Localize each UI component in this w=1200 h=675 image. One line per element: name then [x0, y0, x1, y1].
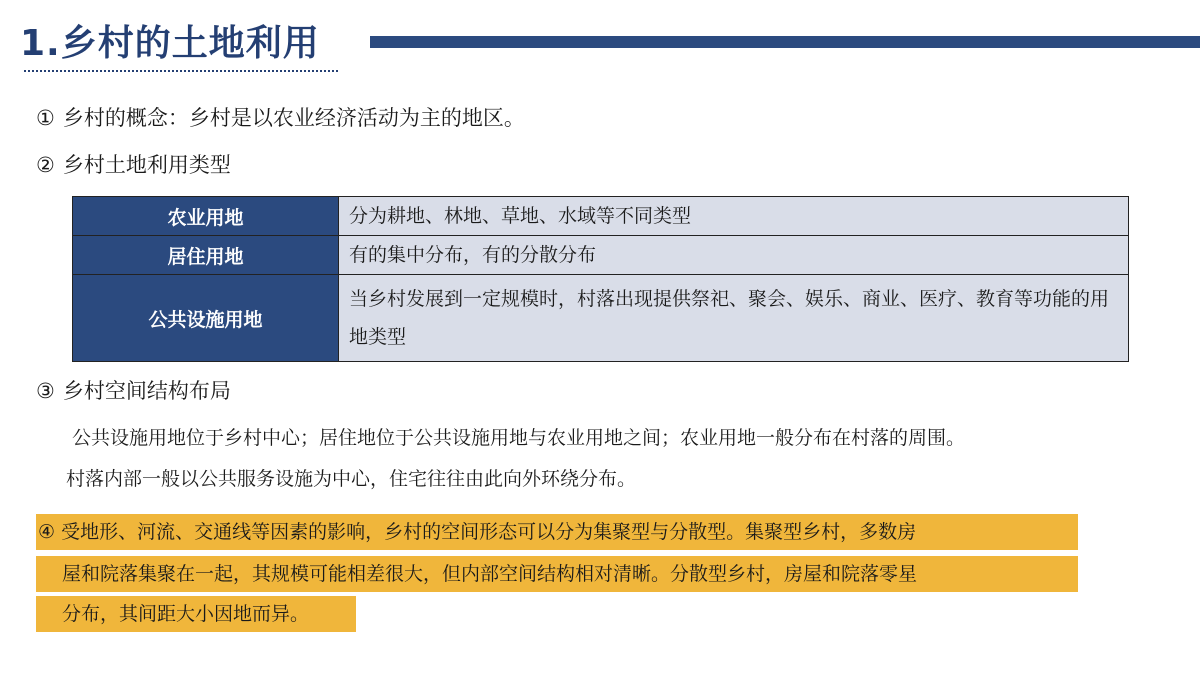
- section-2-number: ②: [36, 153, 55, 177]
- section-4-text-1: 受地形、河流、交通线等因素的影响，乡村的空间形态可以分为集聚型与分散型。集聚型乡村，多数房: [61, 521, 917, 543]
- title-accent-bar: [370, 36, 1200, 48]
- land-desc-cell: 分为耕地、林地、草地、水域等不同类型: [339, 197, 1129, 236]
- section-2-text: 乡村土地利用类型: [62, 153, 231, 177]
- land-type-cell: 公共设施用地: [73, 275, 339, 362]
- section-3: [36, 375, 231, 407]
- section-2: [36, 149, 231, 181]
- section-4-number: ④: [38, 521, 56, 543]
- section-3-paragraph-line-1: 公共设施用地位于乡村中心；居住地位于公共设施用地与农业用地之间；农业用地一般分布在村落的周围。: [72, 427, 966, 449]
- land-desc-cell: 当乡村发展到一定规模时，村落出现提供祭祀、聚会、娱乐、商业、医疗、教育等功能的用地类型: [339, 275, 1129, 362]
- section-1-text: 乡村的概念：乡村是以农业经济活动为主的地区。: [62, 106, 525, 130]
- section-3-number: ③: [36, 379, 55, 403]
- land-type-cell: 农业用地: [73, 197, 339, 236]
- land-use-table: [72, 196, 1129, 362]
- land-desc-cell: 有的集中分布，有的分散分布: [339, 236, 1129, 275]
- table-row: [73, 275, 1129, 362]
- page-title: 1.乡村的土地利用: [20, 23, 320, 64]
- section-4-line-3: 分布，其间距大小因地而异。: [62, 603, 310, 625]
- section-1: [36, 102, 525, 134]
- section-3-text: 乡村空间结构布局: [62, 379, 231, 403]
- section-3-paragraph-line-2: 村落内部一般以公共服务设施为中心，住宅往往由此向外环绕分布。: [66, 468, 637, 490]
- table-row: [73, 236, 1129, 275]
- section-1-number: ①: [36, 106, 55, 130]
- table-row: [73, 197, 1129, 236]
- land-type-cell: 居住用地: [73, 236, 339, 275]
- section-4-line-1: [38, 514, 916, 550]
- title-dotted-underline: [24, 70, 338, 72]
- section-4-line-2: 屋和院落集聚在一起，其规模可能相差很大，但内部空间结构相对清晰。分散型乡村，房屋和院落零星: [62, 563, 918, 585]
